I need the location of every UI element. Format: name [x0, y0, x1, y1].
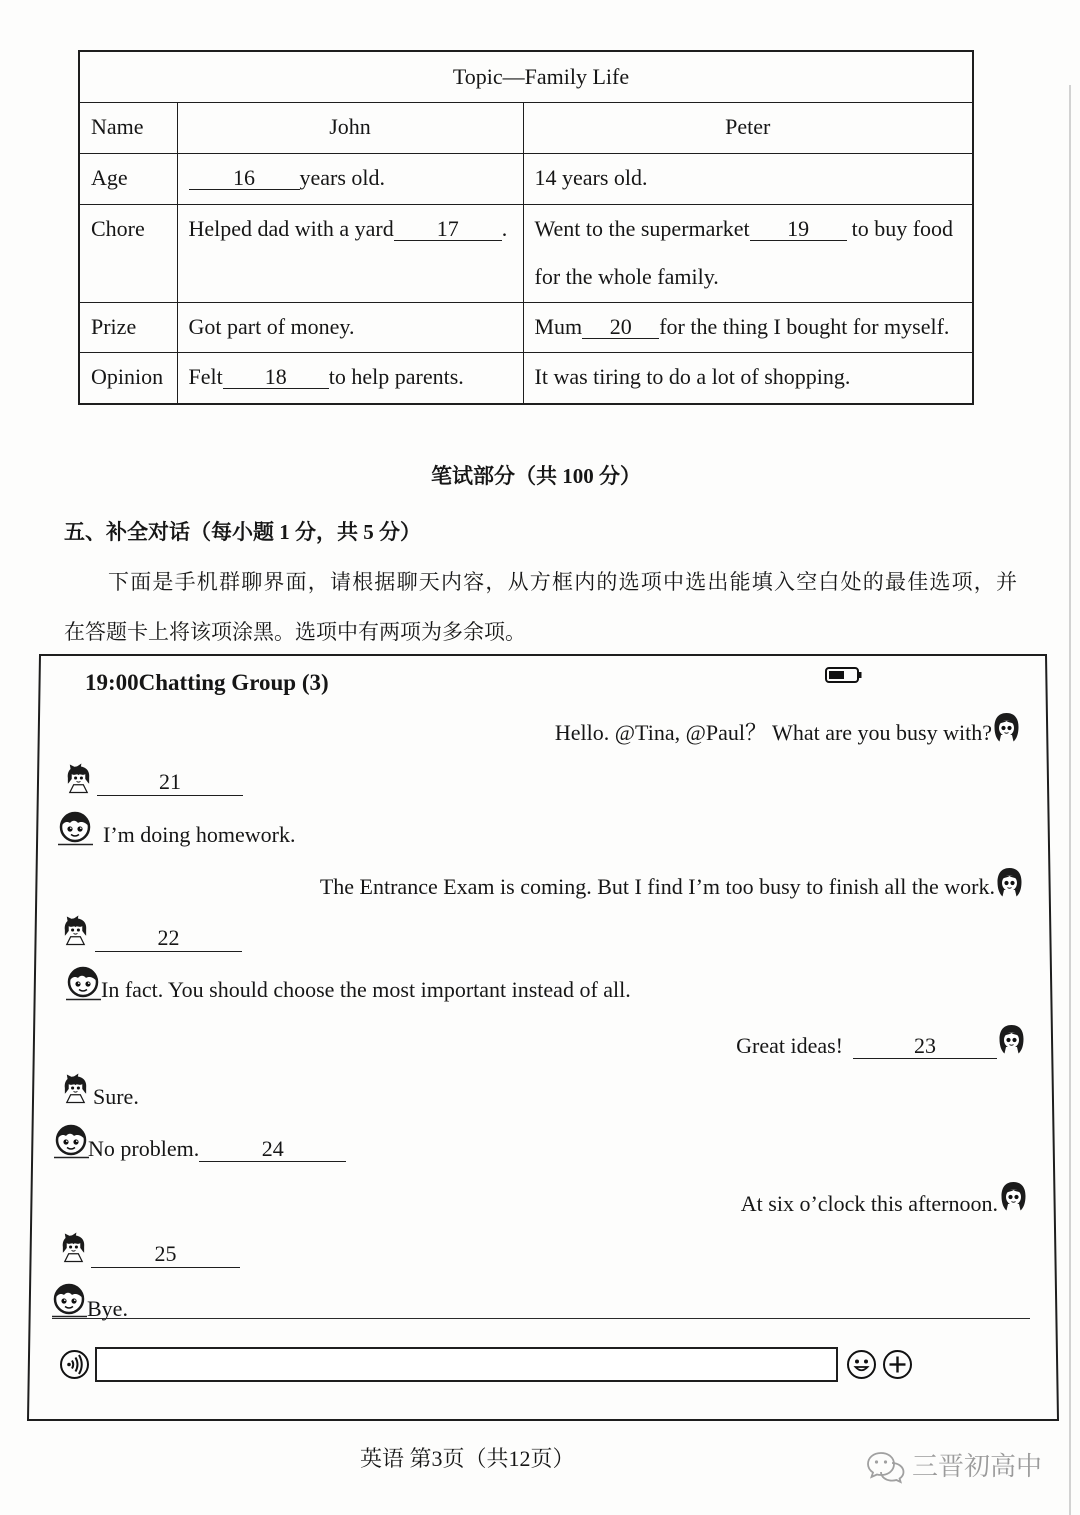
- cell-age-peter: 14 years old.: [523, 154, 973, 205]
- family-life-table: [78, 50, 974, 405]
- table-topic: Topic—Family Life: [79, 51, 973, 103]
- blank-19: 19: [750, 218, 847, 241]
- scan-edge-line: [1069, 85, 1071, 1515]
- table-header-row: [79, 103, 973, 154]
- cell-text: .: [501, 216, 508, 241]
- speaker-avatar-icon: [993, 712, 1020, 743]
- chat-message-right: The Entrance Exam is coming. But I find I’m too busy to finish all the work.: [319, 874, 995, 899]
- cell-line: for the whole family.: [534, 264, 719, 289]
- column-header-john: John: [177, 103, 523, 154]
- cell-text: for the thing I bought for myself.: [659, 314, 950, 339]
- table-row-chore: [79, 205, 973, 303]
- row-label-opinion: Opinion: [79, 353, 177, 404]
- girl-avatar-icon: [61, 914, 90, 946]
- cell-chore-john: [177, 205, 523, 303]
- cell-line: [535, 205, 973, 253]
- table-row-prize: [79, 303, 973, 353]
- speaker-avatar-icon: [1000, 1181, 1027, 1212]
- message-input[interactable]: [95, 1347, 838, 1382]
- table-row-opinion: [79, 353, 973, 404]
- written-part-title: 笔试部分（共 100 分）: [431, 464, 641, 488]
- chat-message-left: Sure.: [93, 1084, 139, 1109]
- cell-prize-john: Got part of money.: [177, 303, 523, 353]
- girl-avatar-icon: [61, 1072, 90, 1104]
- boy-avatar-icon: [53, 1124, 90, 1159]
- cell-prize-peter: [523, 303, 973, 353]
- answer-blank-22: 22: [95, 925, 242, 952]
- cell-text: Felt: [188, 364, 223, 389]
- instructions-line-2: 在答题卡上将该项涂黑。选项中有两项为多余项。: [64, 620, 526, 644]
- chat-group-title: 19:00Chatting Group (3): [85, 670, 329, 695]
- row-label-chore: Chore: [79, 205, 177, 303]
- speaker-avatar-icon: [998, 1024, 1025, 1055]
- answer-blank-23: 23: [853, 1034, 997, 1059]
- cell-text: years old.: [299, 165, 386, 190]
- girl-avatar-icon: [59, 1231, 88, 1263]
- cell-chore-peter: [523, 205, 973, 303]
- table-row-age: [79, 154, 973, 205]
- cell-text: Went to the supermarket: [534, 216, 750, 241]
- chat-message-left: I’m doing homework.: [103, 822, 296, 847]
- chat-message-text: Great ideas!: [736, 1033, 843, 1058]
- answer-blank-21: 21: [97, 769, 243, 796]
- cell-opinion-peter: It was tiring to do a lot of shopping.: [523, 353, 973, 404]
- chat-message-right: Hello. @Tina, @Paul？ What are you busy with?: [554, 720, 992, 745]
- blank-16: 16: [189, 167, 300, 190]
- chat-message-text: No problem.: [88, 1136, 200, 1161]
- column-header-peter: Peter: [523, 103, 973, 154]
- page-number: 英语 第3页（共12页）: [360, 1446, 575, 1471]
- boy-avatar-icon: [65, 966, 102, 1001]
- cell-opinion-john: [177, 353, 523, 404]
- wechat-icon: [866, 1450, 906, 1484]
- cell-text: Mum: [534, 314, 583, 339]
- plus-icon[interactable]: [882, 1349, 913, 1380]
- cell-text: Helped dad with a yard: [188, 216, 394, 241]
- blank-18: 18: [223, 366, 329, 389]
- chat-message-left: In fact. You should choose the most important instead of all.: [101, 977, 631, 1002]
- chat-message-left: [88, 1134, 346, 1164]
- watermark: 三晋初高中: [912, 1452, 1043, 1482]
- boy-avatar-icon: [51, 1283, 88, 1318]
- section-heading: 五、补全对话（每小题 1 分，共 5 分）: [64, 520, 421, 544]
- emoji-icon[interactable]: [846, 1349, 877, 1380]
- cell-age-john: [177, 154, 523, 205]
- row-label-age: Age: [79, 154, 177, 205]
- answer-blank-25: 25: [91, 1241, 240, 1268]
- chat-divider: [52, 1318, 1030, 1319]
- speaker-avatar-icon: [996, 867, 1023, 898]
- instructions-line-1: 下面是手机群聊界面，请根据聊天内容，从方框内的选项中选出能填入空白处的最佳选项，并: [108, 570, 1017, 594]
- cell-text: to help parents.: [328, 364, 464, 389]
- row-label-name: Name: [79, 103, 177, 154]
- battery-icon: [825, 667, 863, 683]
- girl-avatar-icon: [64, 762, 93, 794]
- answer-blank-24: 24: [199, 1137, 346, 1162]
- chat-message-left: Bye.: [87, 1296, 128, 1321]
- chat-message-right: [736, 1031, 997, 1061]
- blank-20: 20: [582, 316, 659, 339]
- table-topic-row: [79, 51, 973, 103]
- boy-avatar-icon: [57, 811, 94, 846]
- chat-message-right: At six o’clock this afternoon.: [740, 1191, 998, 1216]
- row-label-prize: Prize: [79, 303, 177, 353]
- voice-icon[interactable]: [59, 1349, 90, 1380]
- blank-17: 17: [394, 218, 502, 241]
- cell-text: to buy food: [851, 216, 954, 241]
